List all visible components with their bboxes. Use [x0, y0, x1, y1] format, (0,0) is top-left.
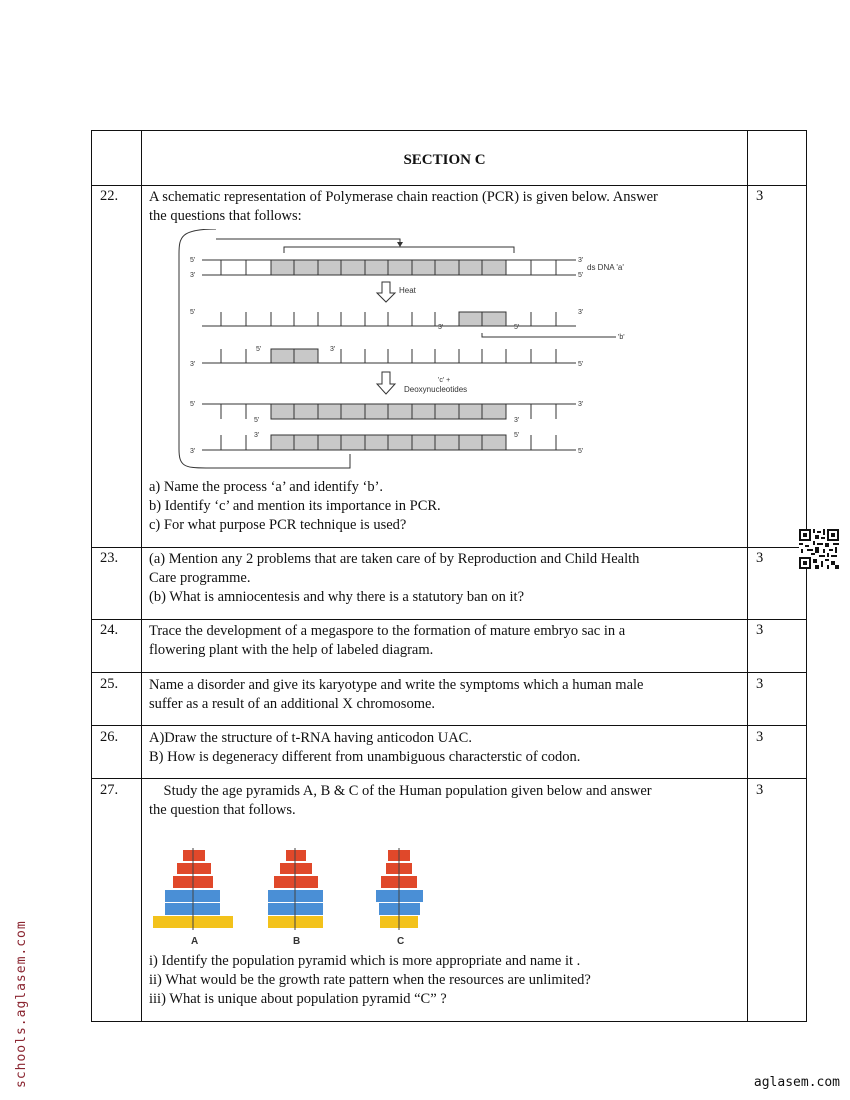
svg-text:3': 3' — [578, 257, 584, 264]
side-watermark: schools.aglasem.com — [14, 920, 29, 1088]
question-number: 25. — [100, 676, 119, 692]
svg-text:Heat: Heat — [399, 286, 416, 295]
svg-text:3': 3' — [578, 309, 584, 316]
qr-code-icon[interactable] — [799, 529, 839, 569]
subpart-text: a) Name the process ‘a’ and identify ‘b’. — [149, 479, 384, 495]
question-number: 22. — [100, 188, 119, 204]
svg-text:5': 5' — [254, 417, 260, 424]
row-divider — [91, 725, 807, 726]
svg-text:5': 5' — [190, 401, 196, 408]
table-border-left — [91, 130, 92, 1022]
svg-text:3': 3' — [330, 346, 336, 353]
question-text-line: flowering plant with the help of labeled diagram. — [149, 642, 434, 658]
pyramid-label-a: A — [191, 936, 199, 947]
age-pyramids-figure — [150, 842, 430, 950]
subpart-text: b) Identify ‘c’ and mention its importance in PCR. — [149, 498, 441, 514]
row-divider — [91, 672, 807, 673]
row-divider — [91, 185, 807, 186]
svg-text:'b': 'b' — [618, 334, 625, 341]
section-title: SECTION C — [403, 152, 486, 168]
question-marks: 3 — [756, 676, 764, 692]
svg-text:5': 5' — [578, 272, 584, 279]
question-text-line: Care programme. — [149, 570, 251, 586]
column-divider — [747, 130, 748, 1022]
svg-text:5': 5' — [190, 309, 196, 316]
svg-text:5': 5' — [256, 346, 262, 353]
pyramid-b — [268, 848, 323, 947]
table-border-top — [91, 130, 807, 131]
svg-text:3': 3' — [514, 417, 520, 424]
subpart-text: ii) What would be the growth rate pattern when the resources are unlimited? — [149, 972, 591, 988]
question-text-line: (b) What is amniocentesis and why there is a statutory ban on it? — [149, 589, 525, 605]
pyramid-label-b: B — [293, 936, 301, 947]
question-text-line: Name a disorder and give its karyotype and write the symptoms which a human male — [149, 677, 644, 693]
svg-text:3': 3' — [438, 324, 444, 331]
question-text-line: suffer as a result of an additional X chromosome. — [149, 696, 436, 712]
question-marks: 3 — [756, 729, 764, 745]
question-text-line: (a) Mention any 2 problems that are taken care of by Reproduction and Child Health — [149, 551, 640, 567]
column-divider — [141, 130, 142, 1022]
footer-watermark: aglasem.com — [753, 1075, 840, 1090]
question-text-line: B) How is degeneracy different from unambiguous characterstic of codon. — [149, 749, 581, 765]
subpart-text: i) Identify the population pyramid which is more appropriate and name it . — [149, 953, 581, 969]
pyramid-a — [153, 848, 233, 947]
subpart-text: iii) What is unique about population pyramid “C” ? — [149, 991, 447, 1007]
svg-text:Deoxynucleotides: Deoxynucleotides — [404, 385, 468, 394]
question-number: 26. — [100, 729, 119, 745]
subpart-text: c) For what purpose PCR technique is used? — [149, 517, 407, 533]
table-border-bottom — [91, 1021, 807, 1022]
svg-text:5': 5' — [578, 361, 584, 368]
question-marks: 3 — [756, 188, 764, 204]
svg-text:5': 5' — [578, 448, 584, 455]
table-border-right — [806, 130, 807, 1022]
svg-text:'c' +: 'c' + — [438, 377, 451, 384]
svg-text:3': 3' — [190, 448, 196, 455]
svg-text:5': 5' — [514, 324, 520, 331]
pyramid-c — [376, 848, 423, 947]
question-number: 27. — [100, 782, 119, 798]
pcr-diagram — [176, 229, 656, 469]
svg-text:3': 3' — [190, 361, 196, 368]
question-number: 23. — [100, 550, 119, 566]
question-text-line: the questions that follows: — [149, 208, 302, 224]
question-number: 24. — [100, 622, 119, 638]
svg-text:ds DNA 'a': ds DNA 'a' — [587, 263, 624, 272]
question-text-line: A)Draw the structure of t-RNA having anticodon UAC. — [149, 730, 472, 746]
question-text-line: A schematic representation of Polymerase chain reaction (PCR) is given below. Answer — [149, 189, 658, 205]
svg-text:3': 3' — [578, 401, 584, 408]
question-marks: 3 — [756, 622, 764, 638]
question-marks: 3 — [756, 782, 764, 798]
row-divider — [91, 778, 807, 779]
question-marks: 3 — [756, 550, 764, 566]
svg-text:5': 5' — [514, 432, 520, 439]
svg-text:5': 5' — [190, 257, 196, 264]
question-text-line: Trace the development of a megaspore to the formation of mature embryo sac in a — [149, 623, 626, 639]
svg-text:3': 3' — [254, 432, 260, 439]
row-divider — [91, 547, 807, 548]
question-text-line: the question that follows. — [149, 802, 296, 818]
pyramid-label-c: C — [397, 936, 405, 947]
row-divider — [91, 619, 807, 620]
svg-text:3': 3' — [190, 272, 196, 279]
question-text-line: Study the age pyramids A, B & C of the Human population given below and answer — [149, 783, 652, 799]
